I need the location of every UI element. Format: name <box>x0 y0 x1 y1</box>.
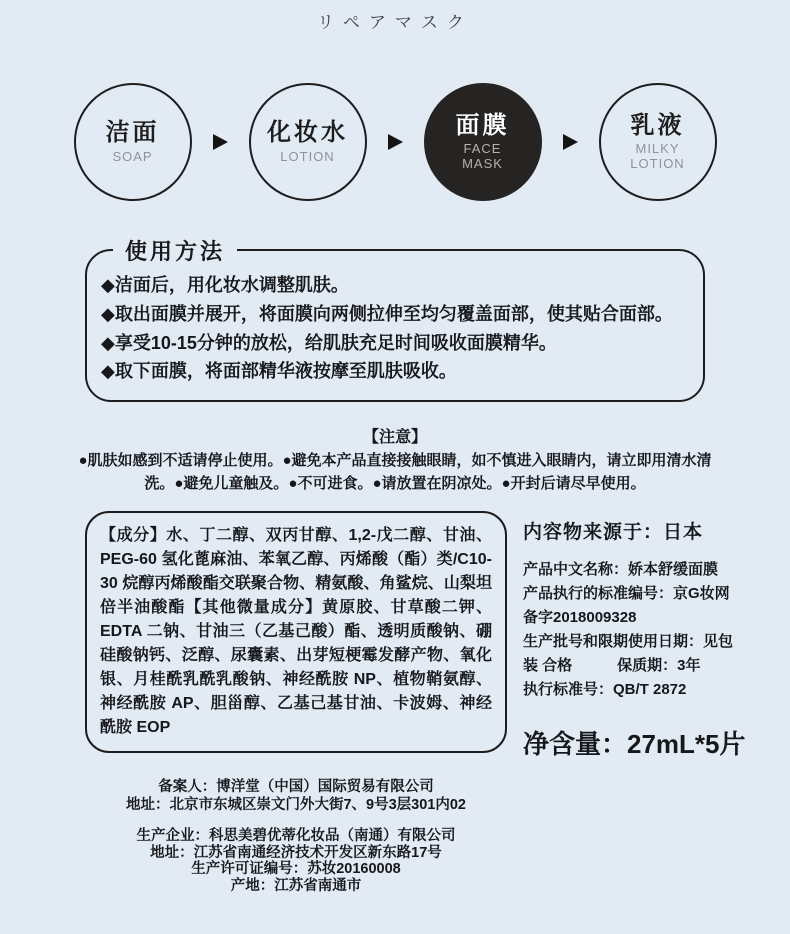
usage-bullet: ◆取下面膜，将面部精华液按摩至肌肤吸收。 <box>101 361 457 382</box>
step-circle-face-mask <box>424 83 542 201</box>
product-info-block <box>523 558 760 702</box>
product-info-line: 产品执行的标准编号：京G妆网 <box>523 585 730 603</box>
arrow-right-icon <box>388 134 403 150</box>
net-content-label: 净含量：27mL*5片 <box>523 729 746 760</box>
arrow-right-icon <box>213 134 228 150</box>
manufacturer-address-line: 地址：江苏省南通经济技术开发区新东路17号 <box>150 844 442 861</box>
filing-registrant-line: 备案人：博洋堂（中国）国际贸易有限公司 <box>158 779 434 796</box>
page-title: リペアマスク <box>317 13 473 32</box>
product-info-line: 装 合格 保质期：3年 <box>523 657 701 675</box>
bottom-columns <box>85 511 760 894</box>
arrow-right-icon <box>563 134 578 150</box>
product-info-line: 生产批号和限期使用日期：见包 <box>523 633 734 651</box>
step-label-en: LOTION <box>280 148 335 164</box>
filing-address-line: 地址：北京市东城区崇文门外大街7、9号3层301内02 <box>125 796 466 813</box>
step-label-en: FACE MASK <box>462 141 503 172</box>
usage-title: 使用方法 <box>113 235 237 266</box>
product-info-line: 备字2018009328 <box>523 609 637 627</box>
notice-text: ●肌肤如感到不适请停止使用。●避免本产品直接接触眼睛，如不慎进入眼睛内，请立即用清水清洗。●避免儿童触及。●不可进食。●请放置在阴凉处。●开封后请尽早使用。 <box>78 452 712 492</box>
usage-bullet: ◆洁面后，用化妆水调整肌肤。 <box>101 275 349 295</box>
notice-section <box>70 424 720 495</box>
ingredients-box <box>85 511 507 753</box>
usage-bullet: ◆取出面膜并展开，将面膜向两侧拉伸至均匀覆盖面部，使其贴合面部。 <box>101 303 673 324</box>
bottom-right-column <box>507 511 760 894</box>
manufacturer-origin-line: 产地：江苏省南通市 <box>230 877 362 894</box>
product-info-line: 产品中文名称：娇本舒缓面膜 <box>523 561 719 579</box>
content-origin-note: 内容物来源于：日本 <box>523 522 704 544</box>
usage-bullet: ◆享受10-15分钟的放松，给肌肤充足时间吸收面膜精华。 <box>101 332 557 353</box>
notice-title: 【注意】 <box>362 429 427 447</box>
ingredients-text: 【成分】水、丁二醇、双丙甘醇、1,2-戊二醇、甘油、PEG-60 氢化蓖麻油、苯氧乙醇、丙烯酸（酯）类/C10-30 烷醇丙烯酸酯交联聚合物、精氨酸、角鲨烷、山梨坦倍半油酸酯【其他微量成分】黄原胶、甘草酸二钾、EDTA 二钠、甘油三（乙基己酸）酯、透明质酸钠、硼硅酸钠钙、泛醇、尿囊素、出芽短梗霉发酵产物、氧化银、月桂酰乳酰乳酸钠、神经酰胺 NP、植物鞘氨醇、神经酰胺 AP、胆甾醇、乙基己基甘油、卡波姆、神经酰胺 EOP <box>100 527 492 737</box>
skincare-steps-row <box>0 83 790 201</box>
step-label-cn: 面膜 <box>455 111 510 139</box>
manufacturer-info <box>85 828 507 895</box>
filing-info <box>85 779 507 814</box>
step-label-cn: 乳液 <box>630 111 685 139</box>
step-label-cn: 洁面 <box>105 119 160 147</box>
usage-instructions-box <box>85 239 705 402</box>
step-label-en: SOAP <box>112 148 153 164</box>
manufacturer-license-line: 生产许可证编号：苏妆20160008 <box>191 861 401 878</box>
step-label-cn: 化妆水 <box>267 119 348 147</box>
manufacturer-name-line: 生产企业：科思美碧优蒂化妆品（南通）有限公司 <box>136 827 456 844</box>
step-circle-soap <box>74 83 192 201</box>
step-circle-milky-lotion <box>599 83 717 201</box>
product-info-line: 执行标准号：QB/T 2872 <box>523 681 687 699</box>
bottom-left-column <box>85 511 507 894</box>
step-label-en: MILKY LOTION <box>630 141 685 172</box>
step-circle-lotion <box>249 83 367 201</box>
